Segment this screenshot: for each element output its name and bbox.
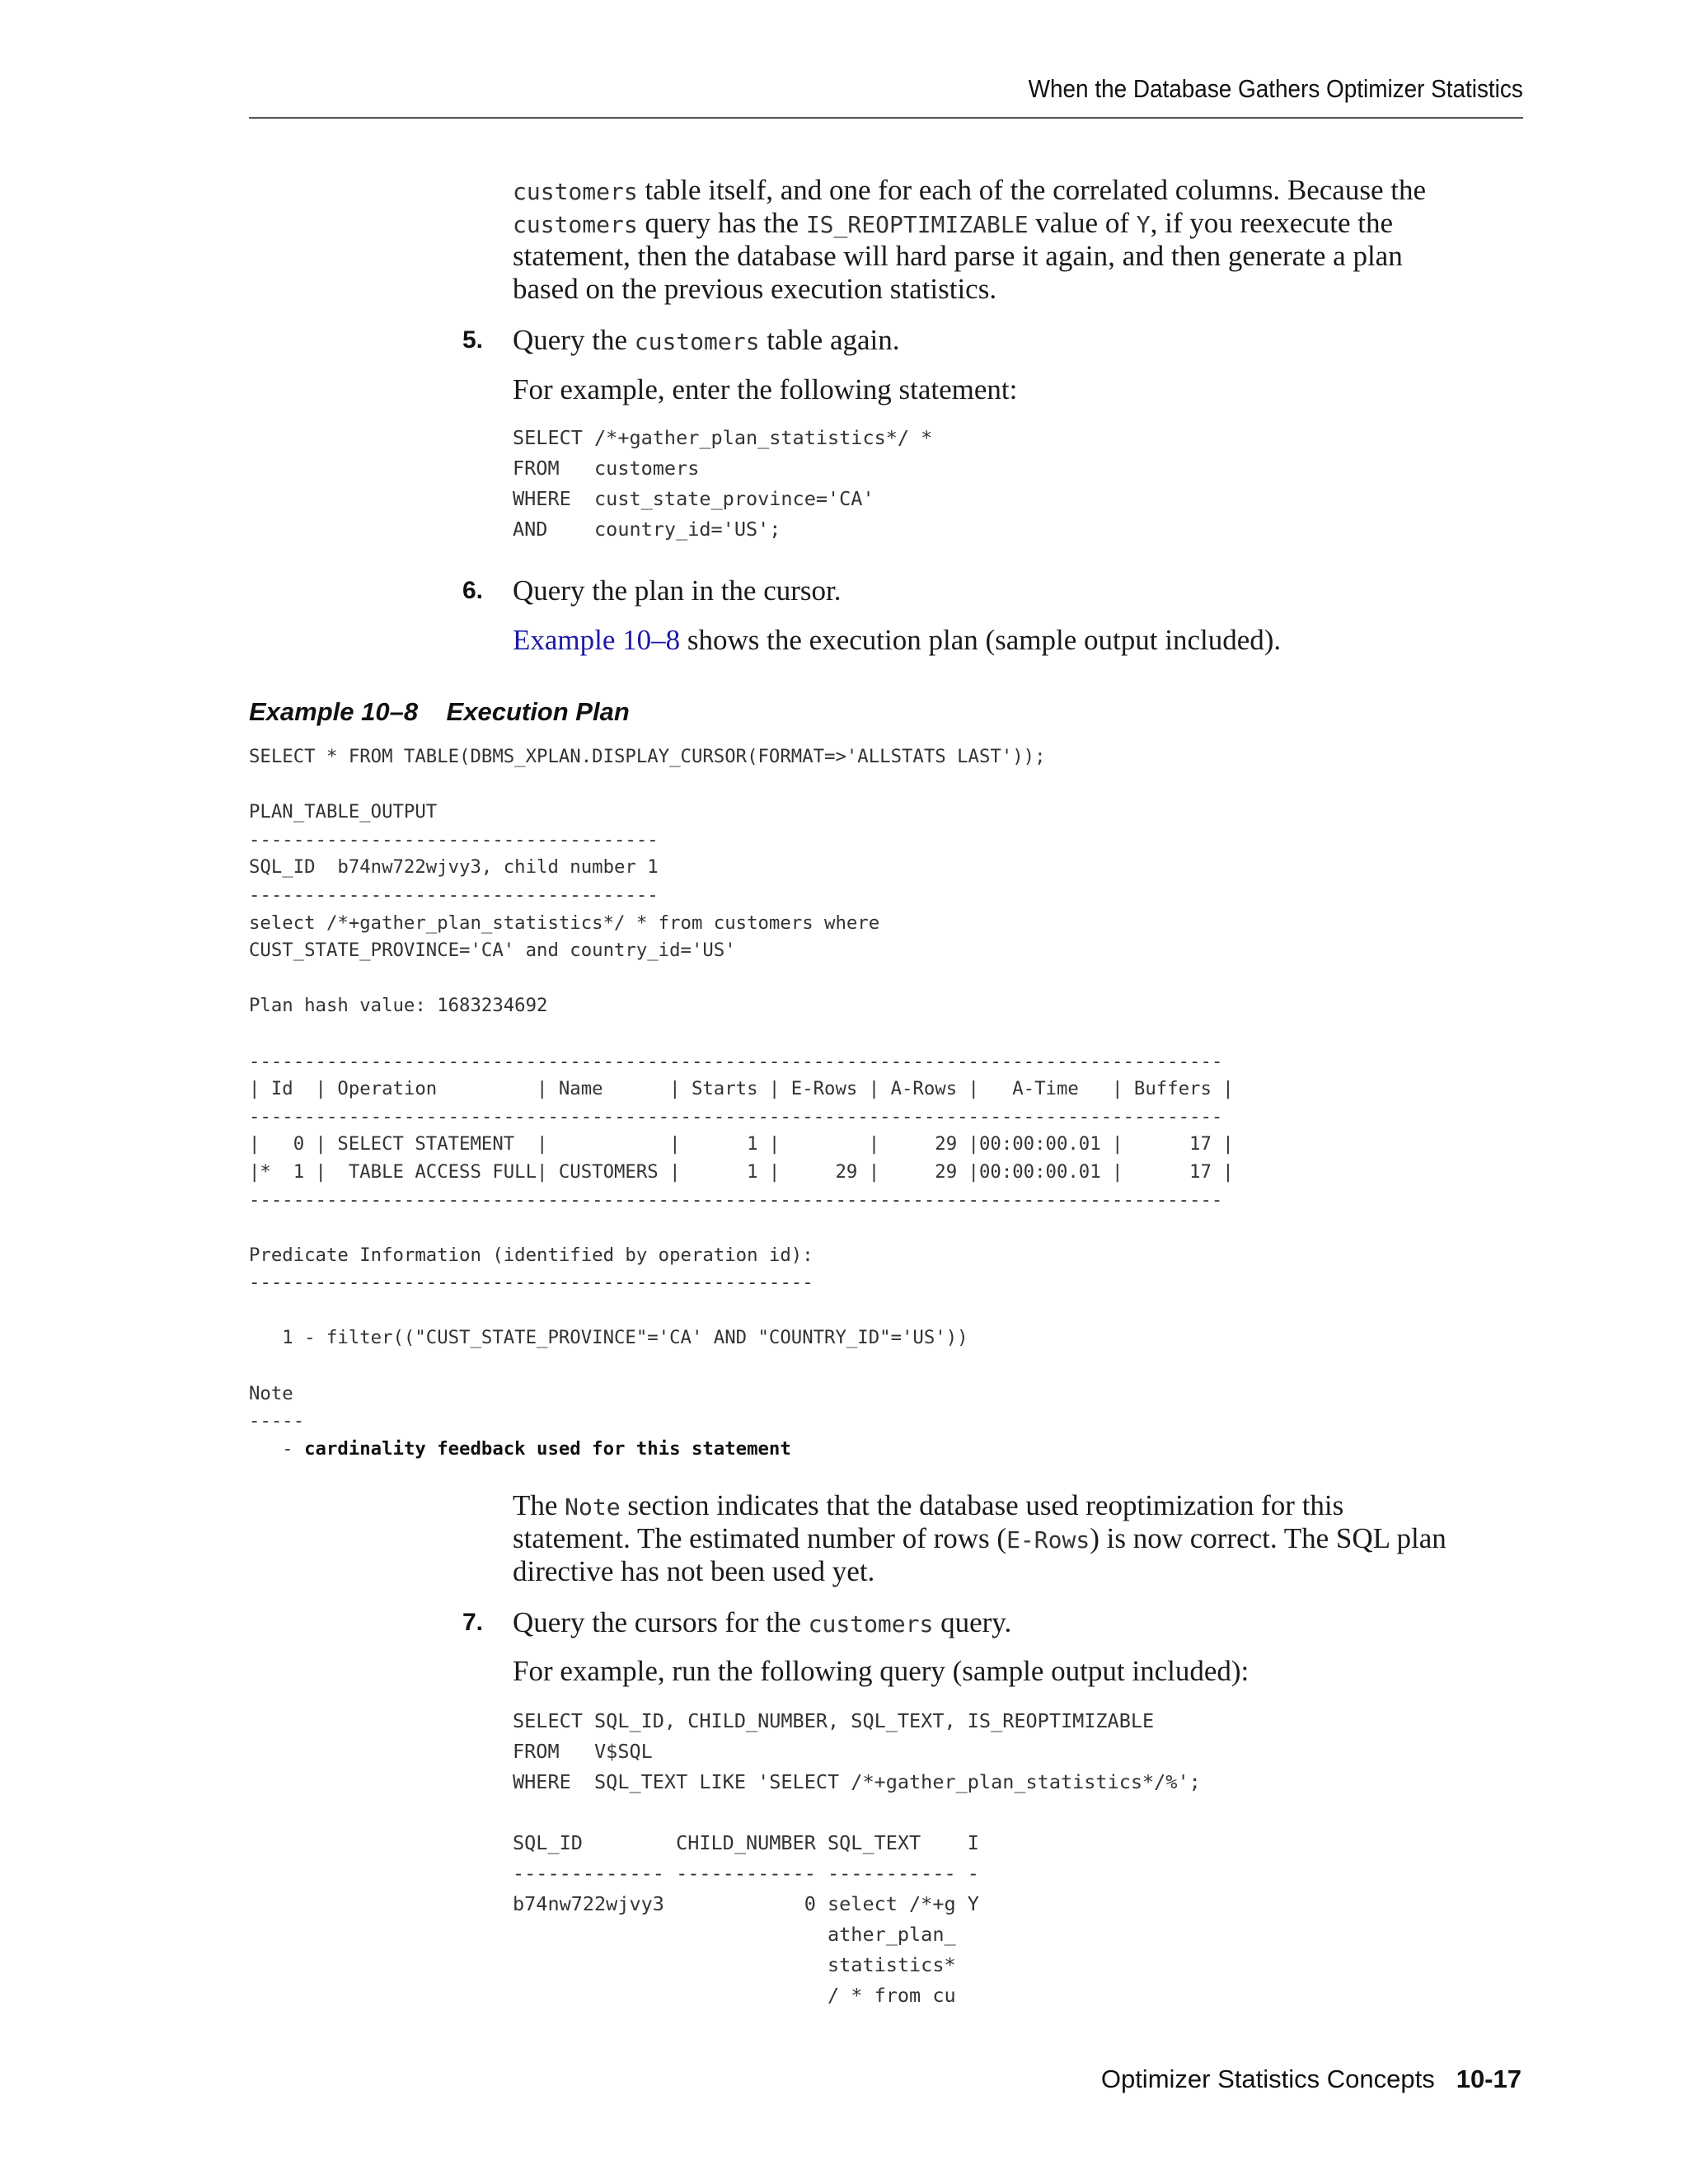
- step-6-number: 6.: [462, 577, 484, 604]
- intro-line-4: based on the previous execution statistics.: [513, 273, 997, 305]
- step-6-sub: Example 10–8 shows the execution plan (sample output included).: [513, 624, 1282, 656]
- step-5-sql: SELECT /*+gather_plan_statistics*/ * FROM customers WHERE cust_state_province='CA' AND country_id='US';: [513, 426, 933, 541]
- step-7-text: Query the cursors for the customers query.: [513, 1606, 1012, 1638]
- step-6-text: Query the plan in the cursor.: [513, 574, 842, 607]
- example-title: Example 10–8 Execution Plan: [249, 697, 630, 726]
- example-code-body: SELECT * FROM TABLE(DBMS_XPLAN.DISPLAY_CURSOR(FORMAT=>'ALLSTATS LAST')); PLAN_TABLE_OUTPUT ------------------------------------- SQL_ID b74nw722wjvy3, child number 1 ------------------------------------- select /*+gather_plan_statistics*/ * from customers where CUST_STATE_PROVINCE='CA' and country_id='US' Plan hash value: 1683234692 ---------------------------------------------------------------------------------------- | Id | Operation | Name | Starts | E-Rows | A-Rows | A-Time | Buffers | ---------------------------------------------------------------------------------------- | 0 | SELECT STATEMENT | | 1 | | 29 |00:00:00.01 | 17 | |* 1 | TABLE ACCESS FULL| CUSTOMERS | 1 | 29 | 29 |00:00:00.01 | 17 | ---------------------------------------------------------------------------------------- Predicate Information (identified by operation id): --------------------------------------------------- 1 - filter(("CUST_STATE_PROVINCE"='CA' AND "COUNTRY_ID"='US')) Note -----: [249, 746, 1234, 1432]
- step-7-number: 7.: [462, 1609, 484, 1636]
- intro-line-2: customers query has the IS_REOPTIMIZABLE value of Y, if you reexecute the: [513, 207, 1394, 239]
- footer-section: Optimizer Statistics Concepts: [1100, 2064, 1435, 2093]
- page-number: 10-17: [1456, 2064, 1522, 2093]
- step-5-sub: For example, enter the following statement:: [513, 373, 1018, 405]
- note-line-2: statement. The estimated number of rows (E-Rows) is now correct. The SQL plan: [513, 1522, 1447, 1554]
- note-line-1: The Note section indicates that the database used reoptimization for this: [513, 1489, 1344, 1521]
- header-title: When the Database Gathers Optimizer Statistics: [1028, 74, 1523, 103]
- note-line-3: directive has not been used yet.: [513, 1555, 875, 1587]
- step-7-sql: SELECT SQL_ID, CHILD_NUMBER, SQL_TEXT, IS_REOPTIMIZABLE FROM V$SQL WHERE SQL_TEXT LIKE 'SELECT /*+gather_plan_statistics*/%'; SQL_ID CHILD_NUMBER SQL_TEXT I ------------- ------------ ----------- - b74nw722wjvy3 0 select /*+g Y ather_plan_ statistics* / * from cu: [513, 1709, 1201, 2007]
- page-footer: [1101, 2064, 1522, 2094]
- example-code: SELECT * FROM TABLE(DBMS_XPLAN.DISPLAY_CURSOR(FORMAT=>'ALLSTATS LAST')); PLAN_TABLE_OUTPUT ------------------------------------- SQL_ID b74nw722wjvy3, child number 1 ------------------------------------- select /*+gather_plan_statistics*/ * from customers where CUST_STATE_PROVINCE='CA' and country_id='US' Plan hash value: 1683234692 ---------------------------------------------------------------------------------------- | Id | Operation | Name | Starts | E-Rows | A-Rows | A-Time | Buffers | ---------------------------------------------------------------------------------------- | 0 | SELECT STATEMENT | | 1 | | 29 |00:00:00.01 | 17 | |* 1 | TABLE ACCESS FULL| CUSTOMERS | 1 | 29 | 29 |00:00:00.01 | 17 | ---------------------------------------------------------------------------------------- Predicate Information (identified by operation id): --------------------------------------------------- 1 - filter(("CUST_STATE_PROVINCE"='CA' AND "COUNTRY_ID"='US')) Note ----- - cardinality feedback used for this statement: [249, 746, 1234, 1460]
- example-link[interactable]: Example 10–8: [513, 624, 681, 656]
- step-7-sub: For example, run the following query (sample output included):: [513, 1655, 1250, 1687]
- intro-line-3: statement, then the database will hard parse it again, and then generate a plan: [513, 240, 1403, 272]
- step-5-text: Query the customers table again.: [513, 324, 900, 356]
- note-bold-line: cardinality feedback used for this statement: [304, 1437, 791, 1460]
- page-header: [249, 74, 1523, 119]
- intro-line-1: customers table itself, and one for each of the correlated columns. Because the: [513, 174, 1426, 206]
- step-5-number: 5.: [462, 326, 484, 354]
